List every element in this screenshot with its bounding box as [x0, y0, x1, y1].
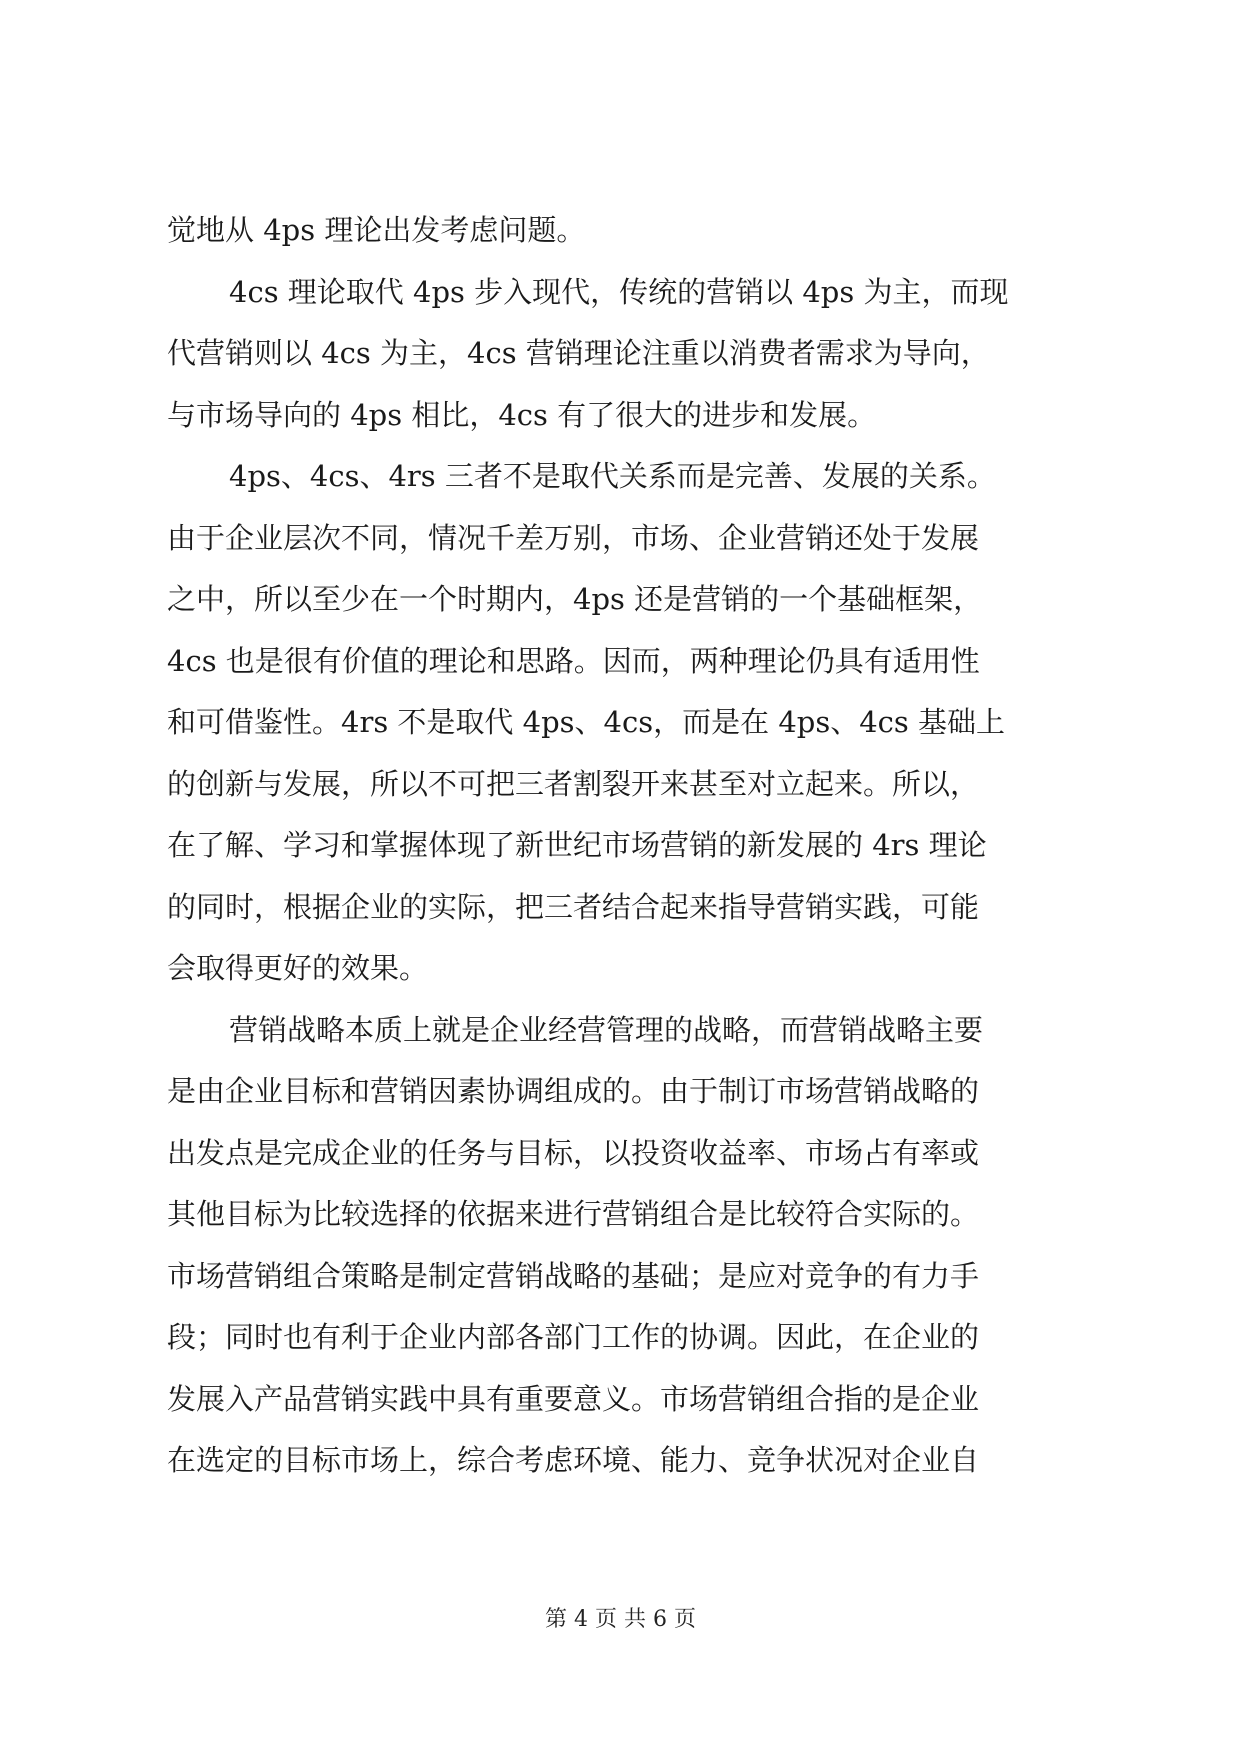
text-line: 在了解、学习和掌握体现了新世纪市场营销的新发展的 4rs 理论	[167, 828, 987, 862]
text-line: 和可借鉴性。4rs 不是取代 4ps、4cs，而是在 4ps、4cs 基础上	[167, 705, 1006, 739]
body-text	[167, 200, 1087, 1492]
text-line: 其他目标为比较选择的依据来进行营销组合是比较符合实际的。	[167, 1197, 980, 1231]
text-line: 4cs 也是很有价值的理论和思路。因而，两种理论仍具有适用性	[167, 643, 980, 678]
text-line: 段；同时也有利于企业内部各部门工作的协调。因此，在企业的	[167, 1320, 980, 1354]
text-line: 出发点是完成企业的任务与目标，以投资收益率、市场占有率或	[167, 1135, 980, 1170]
text-line: 由于企业层次不同，情况千差万别，市场、企业营销还处于发展	[167, 520, 980, 555]
text-line: 4ps、4cs、4rs 三者不是取代关系而是完善、发展的关系。	[229, 459, 996, 493]
text-line: 的同时，根据企业的实际，把三者结合起来指导营销实践，可能	[167, 889, 980, 924]
text-line: 发展入产品营销实践中具有重要意义。市场营销组合指的是企业	[167, 1381, 980, 1416]
text-line: 会取得更好的效果。	[167, 951, 429, 985]
text-line: 4cs 理论取代 4ps 步入现代，传统的营销以 4ps 为主，而现	[229, 274, 1009, 309]
text-line: 代营销则以 4cs 为主，4cs 营销理论注重以消费者需求为导向，	[167, 336, 990, 370]
text-line: 营销战略本质上就是企业经营管理的战略，而营销战略主要	[229, 1012, 984, 1047]
text-line: 市场营销组合策略是制定营销战略的基础；是应对竞争的有力手	[167, 1258, 980, 1293]
text-line: 觉地从 4ps 理论出发考虑问题。	[167, 213, 586, 247]
text-line: 是由企业目标和营销因素协调组成的。由于制订市场营销战略的	[167, 1074, 980, 1108]
text-line: 在选定的目标市场上，综合考虑环境、能力、竞争状况对企业自	[167, 1443, 980, 1477]
text-line: 之中，所以至少在一个时期内，4ps 还是营销的一个基础框架，	[167, 582, 983, 616]
text-line: 与市场导向的 4ps 相比，4cs 有了很大的进步和发展。	[167, 397, 877, 432]
page-footer: 第 4 页 共 6 页	[545, 1607, 696, 1632]
text-line: 的创新与发展，所以不可把三者割裂开来甚至对立起来。所以，	[167, 766, 980, 801]
